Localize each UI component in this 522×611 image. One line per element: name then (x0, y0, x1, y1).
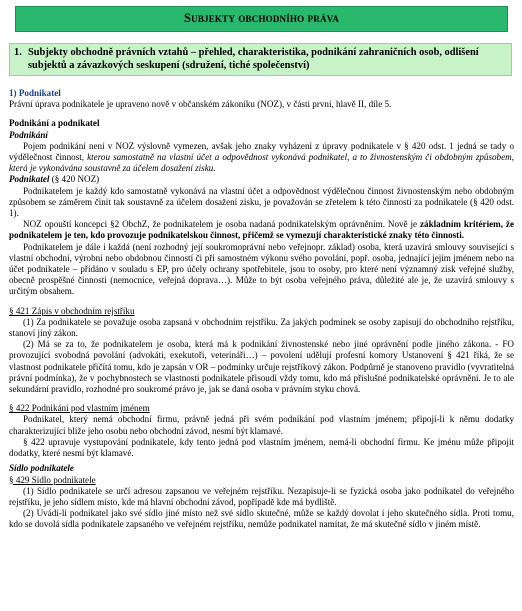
podnikatel-subheading (9, 174, 514, 185)
podnikatel-definition-paragraph: Podnikatelem je každý kdo samostatně vykonává na vlastní účet a odpovědnost výdělečnou činnost živnostenským nebo obdobným způsobem se záměrem činit tak soustavně za účelem dosažení zisku, je považován se zřetelem k této činnosti za podnikatele (§ 420 odst. 1). (9, 185, 514, 219)
podnikani-paragraph (9, 141, 514, 175)
document-title: Subjekty obchodního práva (183, 11, 340, 26)
document-page (0, 6, 522, 611)
s421-paragraph-1: (1) Za podnikatele se považuje osoba zapsaná v obchodním rejstříku. Za jakých podmínek se osoby zapisují do obchodního rejstříku, stanoví jiný zákon. (9, 316, 514, 339)
s429-heading: § 429 Sídlo podnikatele (9, 474, 96, 485)
podnikatel-subheading-label: Podnikatel (9, 174, 50, 185)
s429-paragraph-2: (2) Uvádí-li podnikatel jako své sídlo jiné místo než své sídlo skutečné, může se každý dovolat i jeho skutečného sídla. Proti tomu, kdo se dovolá sídla podnikatele zapsaného ve veřejném rejstříku, nemůže podnikatel namítat, že má skutečné sídlo v jiném místě. (9, 508, 514, 530)
section-heading-box (9, 43, 512, 76)
podnikani-a-podnikatel-heading: Podnikání a podnikatel (9, 118, 100, 129)
podnikatel-dale-paragraph: Podnikatelem je dále i každá (není rozhodný její soukromoprávní nebo veřejnopr. základ) osoba, která uzavírá smlouvy související s vlastní obchodní, výrobní nebo obdobnou činností či při samostném výkonu svého povolání, popř. osoba, jednající jejím jménem nebo na účet podnikatele – přidáno v souladu s EP, pro účely ochrany spotřebitele, jsou to osoby, pro které není významný zisk veřejné služby, obecně prospěšné činnosti (nemocnice, veřejná doprava…). Může to být osoba veřejného práva, důležité ale je, že uzavírá smlouvy s určitým obsahem. (9, 241, 514, 297)
section-heading-line2: subjektů a závazkových seskupení (sdružení, tiché společenství) (28, 59, 310, 71)
s421-heading: § 421 Zápis v obchodním rejstříku (9, 305, 135, 316)
podnikatel-heading: 1) Podnikatel (9, 88, 61, 98)
podnikani-text: Pojem podnikání není v NOZ výslovně vymezen, avšak jeho znaky vyházení z úpravy podnikatele v § 420 odst. 1 jedná se tady o výdělečnost činnost, (9, 140, 514, 163)
document-title-box (15, 6, 508, 32)
section-heading-line1: Subjekty obchodně právních vztahů – přehled, charakteristika, podnikání zahraničních osob, odlišení (28, 47, 479, 58)
s422-paragraph-2: § 422 upravuje vystupování podnikatele, kdy tento jedná pod vlastním jménem, nemá-li obchodní firmu. Ke jménu může připojit dodatky, které nesmí být klamavé. (9, 436, 514, 459)
s421-paragraph-2: (2) Má se za to, že podnikatelem je osoba, která má k podnikání živnostenské nebo jiné oprávnění podle jiného zákona. - FO provozující svobodná povolání (advokáti, exekutoři, veterináři…) – povolení udělují profesní komory Ustanovení § 421 říká, že se vlastnost podnikatele přičítá tomu, kdo je zapsán v OR – podmínky určuje rejstříkový zákon. Podpůrně je stanoveno pravidlo (vyvratitelná právní podmínka), že v pochybnostech se vlastnosti podnikatele přisoudí vždy tomu, kdo má příslušné podnikatelské oprávnění. Je to ale sekundární pravidlo, rozhodné pro soukromé právo je, jak se daná osoba v právním styku chová. (9, 339, 514, 395)
sidlo-heading: Sídlo podnikatele (9, 463, 74, 474)
podnikani-definition-italic: kterou samostatně na vlastní účet a odpovědnost vykonává podnikatel, a to živnostenským či obdobným způsobem, která je vykonávána soustavně za účelem dosažení zisku. (9, 152, 514, 174)
noz-koncepce-paragraph (9, 219, 514, 241)
noz-koncepce-text: NOZ opouští koncepci §2 ObchZ, že podnikatelem je osoba nadaná podnikatelským oprávněním. Nově je (23, 219, 418, 230)
s429-paragraph-1: (1) Sídlo podnikatele se určí adresou zapsanou ve veřejném rejstříku. Nezapisuje-li se fyzická osoba jako podnikatel do veřejného rejstříku, je jeho sídlem místo, kde má hlavní obchodní závod, popřípadě kde má bydliště. (9, 485, 514, 507)
intro-paragraph: Právní úprava podnikatele je upraveno nově v občanském zákoníku (NOZ), v části první, hlavě II, díle 5. (9, 99, 392, 110)
s422-heading: § 422 Podnikání pod vlastním jménem (9, 403, 150, 414)
s422-paragraph-1: Podnikatel, který nemá obchodní firmu, právně jedná při svém podnikání pod vlastním jménem; připojí-li k němu dodatky charakterizující blíže jeho osobu nebo obchodní závod, nesmí být klamavé. (9, 414, 514, 436)
section-number: 1. (14, 47, 22, 58)
podnikatel-subheading-ref: (§ 420 NOZ) (51, 174, 100, 185)
noz-koncepce-bold: základním kritériem, že podnikatelem je ten, kdo provozuje podnikatelskou činnost, přičemž se vymezují charakteristické znaky této činnosti. (9, 219, 514, 241)
podnikani-heading: Podnikání (9, 129, 48, 140)
